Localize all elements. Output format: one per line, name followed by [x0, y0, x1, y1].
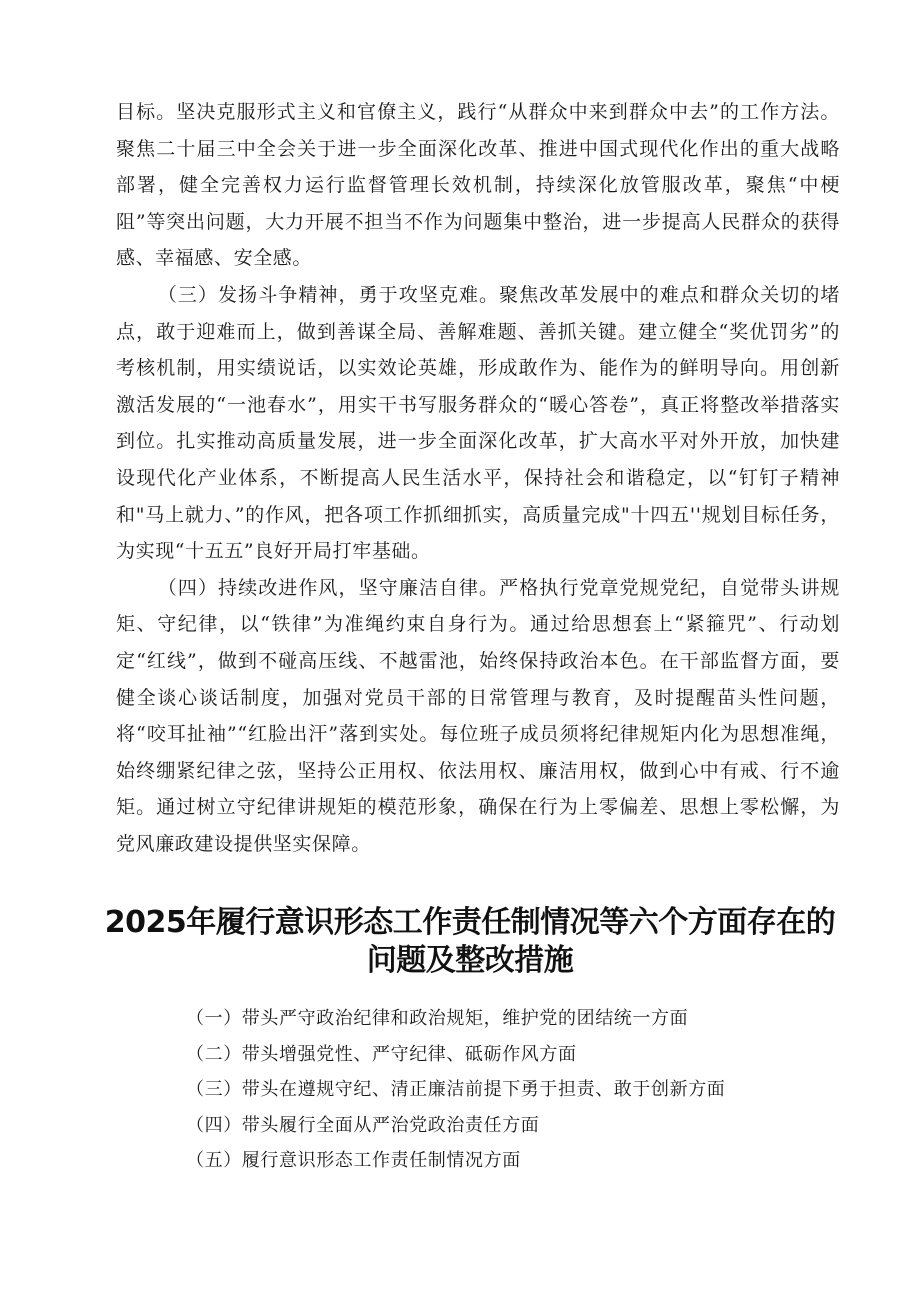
paragraph-section-4: （四）持续改进作风，坚守廉洁自律。严格执行党章党规党纪，自觉带头讲规矩、守纪律，以“铁律”为准绳约束自身行为。通过给思想套上“紧箍咒”、行动划定“红线”，做到不碰高压线、不越雷池，始终保持政治本色。在干部监督方面，要健全谈心谈话制度，加强对党员干部的日常管理与教育，及时提醒苗头性问题，将“咬耳扯袖”“红脸出汗”落到实处。每位班子成员须将纪律规矩内化为思想准绳，始终绷紧纪律之弦，坚持公正用权、依法用权、廉洁用权，做到心中有戒、行不逾矩。通过树立守纪律讲规矩的模范形象，确保在行为上零偏差、思想上零松懈，为党风廉政建设提供坚实保障。	[116, 576, 840, 855]
paragraph-section-3: （三）发扬斗争精神，勇于攻坚克难。聚焦改革发展中的难点和群众关切的堵点，敢于迎难而上，做到善谋全局、善解难题、善抓关键。建立健全“奖优罚劣”的考核机制，用实绩说话，以实效论英雄，形成敢作为、能作为的鲜明导向。用创新激活发展的“一池春水”，用实干书写服务群众的“暖心答卷”，真正将整改举措落实到位。扎实推动高质量发展，进一步全面深化改革，扩大高水平对外开放，加快建设现代化产业体系，不断提高人民生活水平，保持社会和谐稳定，以“钉钉子精神和"马上就力、”的作风，把各项工作抓细抓实，高质量完成"十四五''规划目标任务，为实现“十五五”良好开局打牢基础。	[116, 283, 840, 563]
outline-item: （三）带头在遵规守纪、清正廉洁前提下勇于担责、敢于创新方面	[186, 1079, 726, 1100]
paragraph-continuation: 目标。坚决克服形式主义和官僚主义，践行“从群众中来到群众中去”的工作方法。聚焦二十届三中全会关于进一步全面深化改革、推进中国式现代化作出的重大战略部署，健全完善权力运行监督管理长效机制，持续深化放管服改革，聚焦“中梗阻”等突出问题，大力开展不担当不作为问题集中整治，进一步提高人民群众的获得感、幸福感、安全感。	[116, 101, 840, 270]
section-heading: 2025年履行意识形态工作责任制情况等六个方面存在的问题及整改措施	[104, 905, 836, 978]
body-text	[116, 94, 840, 862]
outline-item: （五）履行意识形态工作责任制情况方面	[186, 1150, 521, 1171]
outline-item: （二）带头增强党性、严守纪律、砥砺作风方面	[186, 1043, 577, 1065]
outline-item: （四）带头履行全面从严治党政治责任方面	[186, 1114, 540, 1136]
outline-list	[186, 1001, 840, 1179]
outline-item: （一）带头严守政治纪律和政治规矩，维护党的团结统一方面	[186, 1008, 689, 1029]
